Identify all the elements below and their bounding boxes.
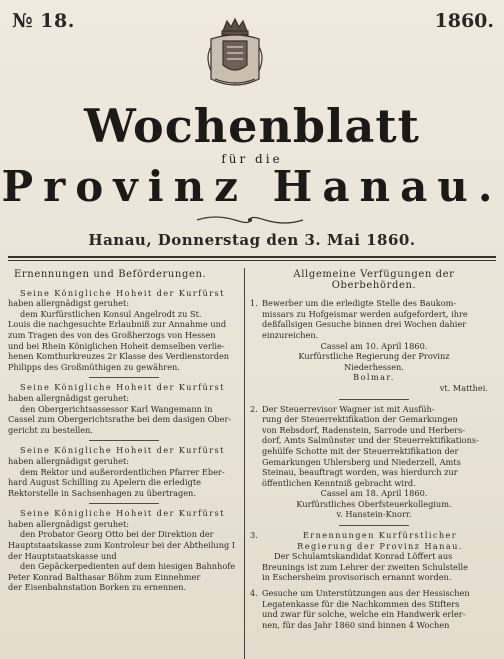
decree-line: von Rebsdorf, Radenstein, Sarrode und Herbers-: [262, 424, 466, 435]
notice-line: hard August Schilling zu Apelern die erledigte: [8, 477, 201, 488]
decree-authority: Niederhessen.: [344, 361, 404, 372]
notice-line: Peter Konrad Balthasar Böhm zum Einnehmer: [8, 571, 201, 582]
notice-line: Seine Königliche Hoheit der Kurfürst: [20, 382, 225, 393]
newspaper-subtitle: Provinz Hanau.: [1, 162, 503, 211]
decree-line: Der Steuerrevisor Wagner ist mit Ausfüh-: [262, 403, 435, 414]
notice-line: den Obergerichtsassessor Karl Wangemann in: [20, 403, 213, 414]
notice-line: zum Tragen des von des Großherzogs von Hessen: [8, 329, 216, 340]
notice-line: Cassel zum Obergerichtsrathe bei dem dasigen Ober-: [8, 414, 232, 425]
decree-line: Breunings ist zum Lehrer der zweiten Schulstelle: [262, 561, 468, 572]
separator: [89, 440, 159, 441]
notice-line: henen Komthurkreuzes 2r Klasse des Verdienstorden: [8, 351, 230, 362]
decree-number: 3.: [250, 530, 258, 541]
decree-signer: Bolmar.: [353, 372, 395, 383]
notice-line: dem Rektor und außerordentlichen Pfarrer Eber-: [20, 466, 225, 477]
notice-line: Louis die nachgesuchte Erlaubniß zur Annahme und: [8, 319, 227, 330]
ornament-divider: [195, 213, 305, 227]
title-connector: für die: [221, 152, 283, 166]
decree-line: Legatenkasse für die Nachkommen des Stifters: [262, 598, 460, 609]
notice-line: haben allergnädigst geruhet:: [8, 392, 130, 403]
notice-line: gericht zu bestellen.: [8, 424, 93, 435]
decree-number: 2.: [250, 403, 258, 414]
notice-line: den Probator Georg Otto bei der Direktion der: [20, 529, 214, 540]
decree-number: 4.: [250, 588, 258, 599]
separator: [339, 399, 409, 400]
left-column: [8, 270, 240, 593]
notice-line: den Gepäckerpedienten auf dem hiesigen Bahnhofe: [20, 561, 236, 572]
separator: [89, 377, 159, 378]
notice-block: [8, 382, 240, 435]
decree-item: [250, 530, 498, 583]
decree-number: 1.: [250, 298, 258, 309]
coat-of-arms-emblem: [203, 17, 267, 93]
right-column: [250, 270, 498, 630]
decree-line: missars zu Hofgeismar werden aufgefordert, ihre: [262, 308, 468, 319]
decree-line: Gesuche um Unterstützungen aus der Hessischen: [262, 588, 470, 599]
notice-line: dem Kurfürstlichen Konsul Angelrodt zu St.: [20, 308, 202, 319]
decree-authority: Kurfürstliches Oberfsteuerkollegium.: [296, 498, 452, 509]
notice-line: haben allergnädigst geruhet:: [8, 518, 130, 529]
decree-line: Bewerber um die erledigte Stelle des Baukom-: [262, 298, 457, 309]
decree-heading: Ernennungen Kurfürstlicher: [302, 530, 458, 541]
notice-line: Seine Königliche Hoheit der Kurfürst: [20, 508, 225, 519]
section-heading-decrees: Allgemeine Verfügungen der Oberbehörden.: [293, 269, 455, 291]
decree-item: [250, 298, 498, 340]
decree-line: in Eschersheim provisorisch ernannt worden.: [262, 572, 452, 583]
notice-line: Philipps des Großmüthigen zu gewähren.: [8, 361, 180, 372]
section-heading-appointments: Ernennungen und Beförderungen.: [14, 269, 207, 280]
notice-line: Hauptstaatskasse zum Kontroleur bei der Abtheilung I: [8, 540, 236, 551]
notice-line: der Eisenbahnstation Borken zu ernennen.: [8, 582, 187, 593]
notice-line: haben allergnädigst geruhet:: [8, 455, 130, 466]
decree-place-date: Cassel am 10. April 1860.: [320, 340, 428, 351]
decree-heading: Regierung der Provinz Hanau.: [297, 540, 463, 551]
masthead-rule-thin: [8, 260, 496, 261]
notice-line: Seine Königliche Hoheit der Kurfürst: [20, 445, 225, 456]
notice-line: haben allergnädigst geruhet:: [8, 298, 130, 309]
decree-item: [250, 404, 498, 489]
decree-line: dorf, Amts Salmünster und der Steuerrektifikations-: [262, 435, 479, 446]
decree-item: [250, 588, 498, 630]
notice-line: Seine Königliche Hoheit der Kurfürst: [20, 287, 225, 298]
notice-block: [8, 288, 240, 373]
decree-place-date: Cassel am 18. April 1860.: [320, 488, 428, 499]
issue-year: 1860.: [434, 10, 494, 32]
decree-authority: Kurfürstliche Regierung der Provinz: [298, 351, 450, 362]
separator: [339, 525, 409, 526]
separator: [89, 503, 159, 504]
decree-line: Steinau, beauftragt worden, was hierdurch zur: [262, 467, 458, 478]
decree-line: einzureichen.: [262, 329, 319, 340]
notice-line: Rektorstelle in Sachsenhagen zu übertragen.: [8, 487, 196, 498]
decree-line: und zwar für solche, welche ein Handwerk erler-: [262, 609, 466, 620]
decree-line: gehülfe Schotte mit der Steuerrektifikation der: [262, 445, 459, 456]
notice-line: und bei Rhein Königlichen Hoheit demselben verlie-: [8, 340, 225, 351]
decree-line: nen, für das Jahr 1860 sind binnen 4 Wochen: [262, 619, 450, 630]
notice-block: [8, 508, 240, 593]
column-divider: [244, 268, 245, 659]
newspaper-title: Wochenblatt: [84, 99, 420, 153]
issue-number: № 18.: [12, 10, 75, 32]
decree-countersign: vt. Matthei.: [439, 382, 488, 393]
decree-signer: v. Hanstein-Knorr.: [336, 509, 412, 520]
decree-line: Der Schulamtskandidat Konrad Löffert aus: [274, 551, 453, 562]
notice-block: [8, 445, 240, 498]
dateline: Hanau, Donnerstag den 3. Mai 1860.: [88, 231, 416, 249]
decree-line: Gemarkungen Uhlersberg und Niederzell, Amts: [262, 456, 461, 467]
decree-line: öffentlichen Kenntniß gebracht wird.: [262, 477, 416, 488]
decree-line: deßfallsigen Gesuche binnen drei Wochen dahier: [262, 319, 467, 330]
masthead-rule: [8, 256, 496, 258]
decree-line: rung der Steuerrektifikation der Gemarkungen: [262, 414, 458, 425]
notice-line: der Hauptstaatskasse und: [8, 550, 117, 561]
